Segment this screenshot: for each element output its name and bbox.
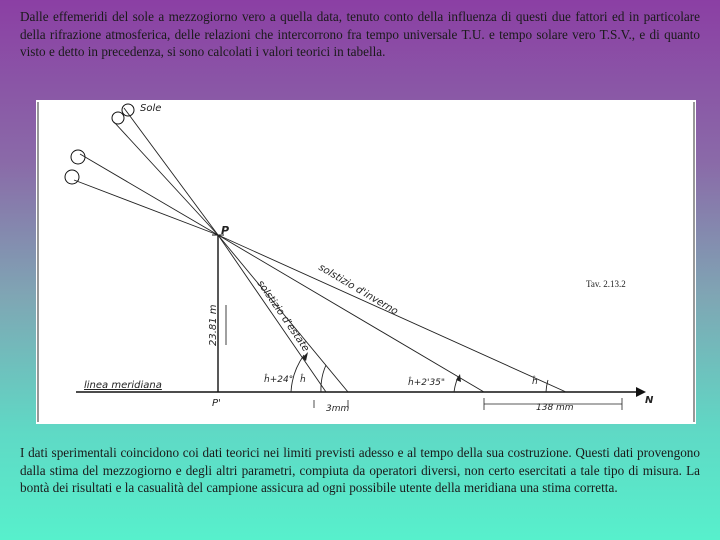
sun-marker-2 <box>122 104 134 116</box>
table-ref-label: Tav. 2.13.2 <box>586 279 626 289</box>
angle-winter-label: ĥ+2'35" <box>408 378 446 388</box>
summer-ray-upper <box>124 108 218 235</box>
sun-marker-4 <box>65 170 79 184</box>
angle-summer-label: ĥ+24° <box>264 375 294 385</box>
angle-h2-label: ĥ <box>532 377 538 387</box>
winter-shadow-ray-1 <box>218 235 484 392</box>
conclusion-paragraph: I dati sperimentali coincidono coi dati teorici nei limiti previsti adesso e al tempo della sua costruzione. Questi dati provengono dalla stima del mezzogiorno e degli altri parametri, compiuta da operatori diversi, non certo esercitati a tale tipo di misura. La bontà dei risultati e la casualità del campione assicura ad ogni possibile utente della meridiana una stima corretta. <box>20 445 700 496</box>
angle-arc-h2 <box>546 380 548 392</box>
summer-ray-lower <box>114 122 218 235</box>
summer-shadow-ray-1 <box>218 235 326 392</box>
gnomon-height-label: 23.81 m <box>208 304 219 346</box>
sundial-diagram <box>36 100 696 424</box>
meridian-label: linea meridiana <box>84 380 162 391</box>
intro-paragraph: Dalle effemeridi del sole a mezzogiorno vero a quella data, tenuto conto della influenza di questi due fattori ed in particolare della rifrazione atmosferica, delle relazioni che intercorrono fra tempo universale T.U. e tempo solare vero T.S.V., e di quanto visto e detto in precedenza, si sono calcolati i valori teorici in tabella. <box>20 9 700 60</box>
angle-h-label: ĥ <box>300 375 306 385</box>
sun-label: Sole <box>140 103 162 114</box>
gnomon-base-label: P' <box>212 398 221 409</box>
winter-ray-lower <box>74 180 218 235</box>
north-label: N <box>645 395 654 406</box>
offset-summer-label: 3mm <box>326 404 350 414</box>
gnomon-top-label: P <box>221 224 230 237</box>
sun-marker-3 <box>71 150 85 164</box>
winter-ray-upper <box>80 154 218 235</box>
winter-solstice-label: solstizio d'inverno <box>316 262 400 318</box>
angle-arc-summer <box>291 355 304 392</box>
offset-winter-label: 138 mm <box>536 403 574 413</box>
summer-solstice-label: solstizio d'estate <box>254 278 312 354</box>
